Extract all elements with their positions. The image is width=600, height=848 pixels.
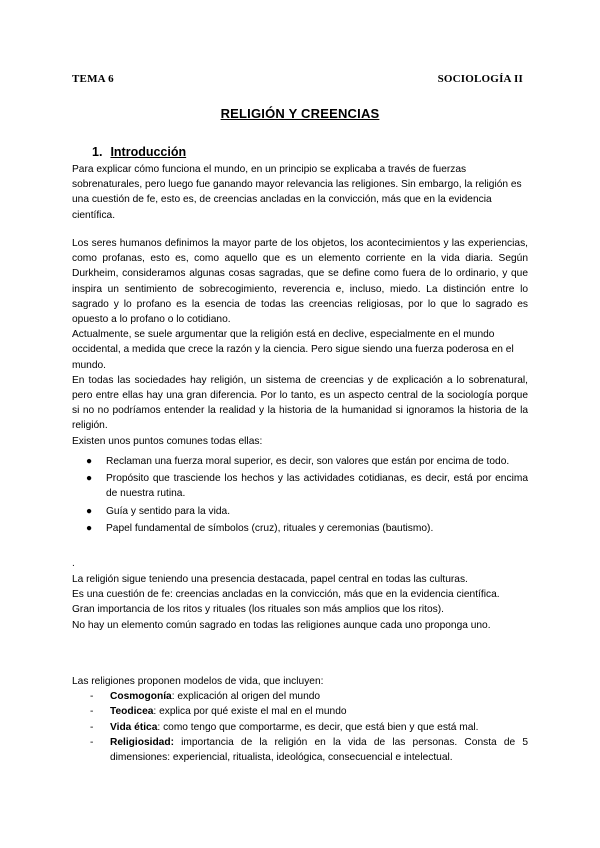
bullet-icon: ● bbox=[86, 522, 93, 534]
section-number: 1. bbox=[92, 145, 103, 159]
model-text: importancia de la religión en la vida de las personas. Consta de 5 dimensiones: experiencial, ritualista, ideológica, consecuencial e intelectual. bbox=[110, 736, 528, 764]
paragraph: Los seres humanos definimos la mayor parte de los objetos, los acontecimientos y las experiencias, como profanas, esto es, como aquello que es un elemento corriente en la vida diaria. Según Durkheim, consideramos algunas cosas sagradas, que se define como fuera de lo ordinario, y que inspira un sentimiento de sobrecogimiento, reverencia e, incluso, miedo. La distinción entre lo sagrado y lo profano es la esencia de todas las creencias religiosas, por lo que lo sagrado es opuesto a lo profano o lo cotidiano. bbox=[72, 238, 528, 326]
summary-block bbox=[72, 572, 528, 633]
list-item bbox=[72, 720, 528, 735]
body-block bbox=[72, 236, 528, 449]
paragraph: No hay un elemento común sagrado en todas las religiones aunque cada uno proponga uno. bbox=[72, 619, 491, 631]
models-intro: Las religiones proponen modelos de vida, que incluyen: bbox=[72, 676, 324, 687]
dash-icon: - bbox=[90, 706, 94, 718]
stray-period: . bbox=[72, 558, 75, 569]
list-item bbox=[72, 521, 528, 536]
model-text: explica por qué existe el mal en el mundo bbox=[156, 706, 347, 718]
bullet-icon: ● bbox=[86, 456, 93, 467]
list-item-text: Propósito que trasciende los hechos y las actividades cotidianas, es decir, está por encima de nuestra rutina. bbox=[106, 473, 528, 500]
list-item-text: Papel fundamental de símbolos (cruz), rituales y ceremonias (bautismo). bbox=[106, 522, 434, 534]
dash-icon: - bbox=[90, 691, 94, 703]
header-topic: TEMA 6 bbox=[72, 73, 114, 85]
paragraph: Es una cuestión de fe: creencias ancladas en la convicción, más que en la evidencia científica. bbox=[72, 589, 500, 601]
list-item-text: Reclaman una fuerza moral superior, es decir, son valores que están por encima de todo. bbox=[106, 456, 510, 467]
section-heading bbox=[92, 145, 186, 159]
common-points-list bbox=[72, 454, 528, 538]
model-term: Vida ética bbox=[110, 721, 158, 733]
dash-icon: - bbox=[90, 721, 94, 733]
bullet-icon: ● bbox=[86, 505, 93, 517]
dash-icon: - bbox=[90, 736, 94, 748]
model-separator: : bbox=[157, 721, 161, 733]
bullet-icon: ● bbox=[86, 473, 93, 485]
list-item bbox=[72, 504, 528, 519]
model-term: Cosmogonía bbox=[110, 691, 172, 703]
list-item bbox=[72, 471, 528, 501]
model-text: explicación al origen del mundo bbox=[174, 691, 321, 703]
model-term: Teodicea bbox=[110, 706, 154, 718]
header-course: SOCIOLOGÍA II bbox=[437, 73, 523, 85]
list-item bbox=[72, 735, 528, 765]
paragraph: Actualmente, se suele argumentar que la religión está en declive, especialmente en el mundo occidental, a medida que crece la razón y la ciencia. Pero sigue siendo una fuerza poderosa en el mundo. bbox=[72, 329, 514, 371]
list-item bbox=[72, 704, 528, 719]
models-block bbox=[72, 674, 528, 765]
paragraph: La religión sigue teniendo una presencia destacada, papel central en todas las culturas. bbox=[72, 574, 468, 585]
page-title: RELIGIÓN Y CREENCIAS bbox=[220, 106, 380, 121]
paragraph: Gran importancia de los ritos y rituales (los rituales son más amplios que los ritos). bbox=[72, 604, 444, 616]
model-term: Religiosidad: bbox=[110, 736, 174, 748]
section-label: Introducción bbox=[110, 145, 187, 159]
list-item bbox=[72, 689, 528, 704]
life-models-list bbox=[72, 689, 528, 765]
model-separator: : bbox=[153, 706, 157, 718]
model-separator: : bbox=[171, 691, 175, 703]
intro-block bbox=[72, 162, 528, 223]
model-text: como tengo que comportarme, es decir, que está bien y que está mal. bbox=[160, 721, 479, 733]
paragraph: Existen unos puntos comunes todas ellas: bbox=[72, 435, 263, 447]
list-item bbox=[72, 454, 528, 469]
list-item-text: Guía y sentido para la vida. bbox=[106, 505, 231, 517]
paragraph: En todas las sociedades hay religión, un sistema de creencias y de explicación a lo sobrenatural, pero entre ellas hay una gran diferencia. Por lo tanto, es un aspecto central de la sociología porque si no no podríamos entender la realidad y la historia de la humanidad si ignoramos la historia de la religión. bbox=[72, 374, 528, 432]
paragraph: Para explicar cómo funciona el mundo, en un principio se explicaba a través de fuerzas sobrenaturales, pero luego fue ganando mayor relevancia las religiones. Sin embargo, la religión es una cuestión de fe, esto es, de creencias ancladas en la convicción, más que en la evidencia científica. bbox=[72, 164, 522, 221]
